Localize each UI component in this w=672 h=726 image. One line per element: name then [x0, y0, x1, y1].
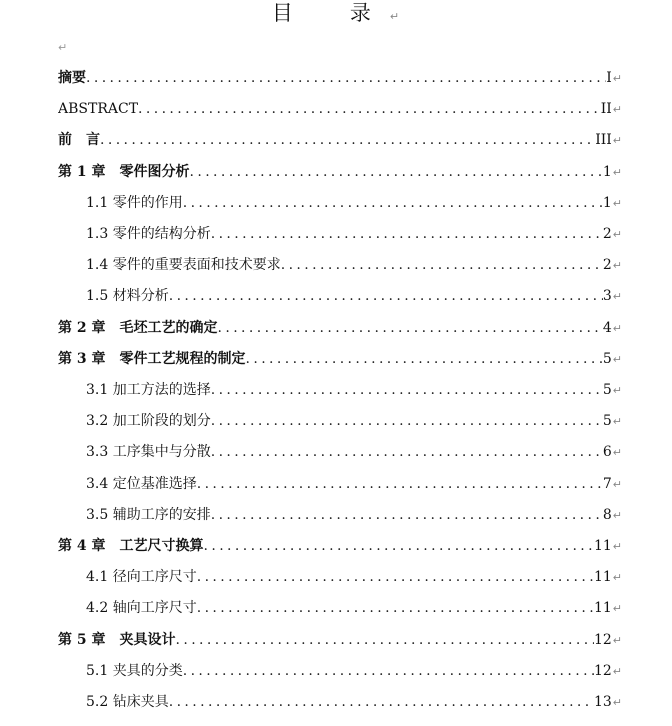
toc-entry[interactable] — [58, 349, 622, 370]
toc-leader-dots — [211, 224, 603, 244]
toc-leader-dots — [281, 255, 603, 275]
toc-leader-dots — [176, 630, 594, 650]
paragraph-mark-icon: ↵ — [612, 196, 622, 210]
toc-entry[interactable] — [86, 474, 622, 495]
toc-entry[interactable] — [58, 536, 622, 557]
toc-entry[interactable] — [86, 692, 622, 713]
toc-entry-title: 3.3 工序集中与分散 — [86, 444, 211, 461]
toc-page-number: 11 — [593, 569, 612, 586]
toc-page-number: 5 — [602, 382, 612, 398]
toc-entry-title: 摘要 — [58, 70, 86, 86]
toc-page-number: I — [606, 70, 612, 86]
toc-entry-title: 3.5 辅助工序的安排 — [86, 506, 211, 523]
toc-entry-title: 1.4 零件的重要表面和技术要求 — [86, 257, 281, 274]
toc-leader-dots — [211, 442, 603, 462]
toc-page-number: 12 — [593, 662, 612, 679]
toc-entry[interactable] — [86, 224, 622, 245]
toc-leader-dots — [197, 598, 594, 618]
toc-leader-dots — [183, 193, 603, 213]
toc-entry-title: ABSTRACT — [58, 101, 139, 118]
toc-page-number: 5 — [602, 413, 612, 430]
paragraph-mark-icon: ↵ — [612, 415, 622, 429]
paragraph-mark-icon: ↵ — [612, 633, 622, 647]
toc-page-number: 8 — [602, 506, 612, 523]
toc-leader-dots — [138, 99, 601, 119]
toc-leader-dots — [197, 474, 603, 494]
paragraph-mark-icon: ↵ — [612, 602, 622, 616]
toc-entry-title: 3.1 加工方法的选择 — [86, 382, 211, 398]
toc-leader-dots — [86, 68, 606, 88]
toc-entry-title: 第 4 章 工艺尺寸换算 — [58, 538, 204, 554]
toc-entry-title: 第 5 章 夹具设计 — [58, 631, 176, 648]
paragraph-mark-icon: ↵ — [389, 10, 401, 23]
toc-entry[interactable] — [86, 442, 622, 463]
toc-entry-title: 1.5 材料分析 — [86, 288, 169, 305]
toc-page-number: 12 — [593, 631, 612, 648]
toc-leader-dots — [204, 536, 594, 556]
paragraph-mark-icon: ↵ — [612, 571, 622, 585]
toc-page-number: 3 — [602, 288, 612, 305]
paragraph-mark-icon: ↵ — [612, 72, 622, 85]
toc-page-number: 6 — [602, 444, 612, 461]
paragraph-mark-icon: ↵ — [58, 41, 68, 54]
toc-entry[interactable] — [58, 68, 622, 89]
paragraph-mark-icon: ↵ — [612, 477, 622, 491]
toc-entry-title: 4.1 径向工序尺寸 — [86, 569, 197, 586]
paragraph-mark-icon: ↵ — [612, 446, 622, 460]
toc-title-text: 目 录 — [271, 1, 389, 25]
toc-entry[interactable] — [58, 318, 622, 339]
toc-leader-dots — [190, 162, 603, 182]
toc-leader-dots — [169, 286, 603, 306]
toc-entry[interactable] — [58, 99, 622, 120]
paragraph-mark-icon: ↵ — [612, 321, 622, 335]
toc-leader-dots — [169, 692, 594, 712]
paragraph-mark-icon: ↵ — [612, 259, 622, 273]
toc-page-number: 7 — [602, 475, 612, 492]
toc-entry-title: 第 3 章 零件工艺规程的制定 — [58, 350, 246, 367]
toc-leader-dots — [218, 318, 603, 338]
toc-page-number: 4 — [602, 319, 612, 336]
toc-page-number: 13 — [593, 694, 612, 710]
toc-page-number: 1 — [602, 163, 612, 180]
toc-page-number: 2 — [602, 226, 612, 242]
toc-entry-title: 1.3 零件的结构分析 — [86, 226, 211, 242]
toc-leader-dots — [197, 567, 594, 587]
toc-entry[interactable] — [86, 193, 622, 214]
paragraph-mark-icon: ↵ — [612, 228, 622, 241]
toc-page-number: II — [600, 101, 612, 118]
toc-entry-title: 第 1 章 零件图分析 — [58, 163, 190, 180]
paragraph-mark-icon: ↵ — [612, 290, 622, 304]
toc-page-number: 5 — [602, 350, 612, 367]
paragraph-mark-icon: ↵ — [612, 540, 622, 553]
toc-entry[interactable] — [86, 598, 622, 619]
paragraph-mark-icon: ↵ — [612, 134, 622, 148]
paragraph-mark-icon: ↵ — [612, 664, 622, 678]
toc-entry[interactable] — [58, 130, 622, 151]
paragraph-mark-icon: ↵ — [612, 384, 622, 397]
paragraph-mark-icon: ↵ — [612, 103, 622, 117]
paragraph-mark-icon: ↵ — [612, 165, 622, 179]
toc-leader-dots — [211, 505, 603, 525]
toc-entry-title: 前 言 — [58, 132, 100, 149]
toc-page-number: 11 — [593, 538, 612, 554]
toc-leader-dots — [183, 661, 594, 681]
toc-entry[interactable] — [86, 380, 622, 401]
toc-entry-title: 4.2 轴向工序尺寸 — [86, 600, 197, 617]
toc-entry[interactable] — [58, 630, 622, 651]
toc-entry[interactable] — [58, 162, 622, 183]
paragraph-mark-icon: ↵ — [612, 696, 622, 709]
toc-page-number: 11 — [593, 600, 612, 617]
toc-leader-dots — [211, 411, 603, 431]
paragraph-mark-icon: ↵ — [612, 508, 622, 522]
toc-entry[interactable] — [86, 286, 622, 307]
toc-entry[interactable] — [86, 661, 622, 682]
toc-page-number: III — [595, 132, 612, 149]
toc-entry[interactable] — [86, 567, 622, 588]
toc-leader-dots — [100, 130, 595, 150]
toc-entry-title: 5.1 夹具的分类 — [86, 662, 183, 679]
toc-entry-title: 3.2 加工阶段的划分 — [86, 413, 211, 430]
toc-entry[interactable] — [86, 505, 622, 526]
toc-leader-dots — [246, 349, 603, 369]
toc-leader-dots — [211, 380, 603, 400]
toc-entry-title: 5.2 钻床夹具 — [86, 694, 169, 710]
toc-page-number: 2 — [602, 257, 612, 274]
paragraph-mark-icon: ↵ — [612, 352, 622, 366]
toc-title — [0, 0, 672, 30]
toc-entry-title: 第 2 章 毛坯工艺的确定 — [58, 319, 218, 336]
toc-entry-title: 1.1 零件的作用 — [86, 194, 183, 211]
toc-entry[interactable] — [86, 255, 622, 276]
toc-entry[interactable] — [86, 411, 622, 432]
toc-entry-title: 3.4 定位基准选择 — [86, 475, 197, 492]
toc-page-number: 1 — [602, 194, 612, 211]
